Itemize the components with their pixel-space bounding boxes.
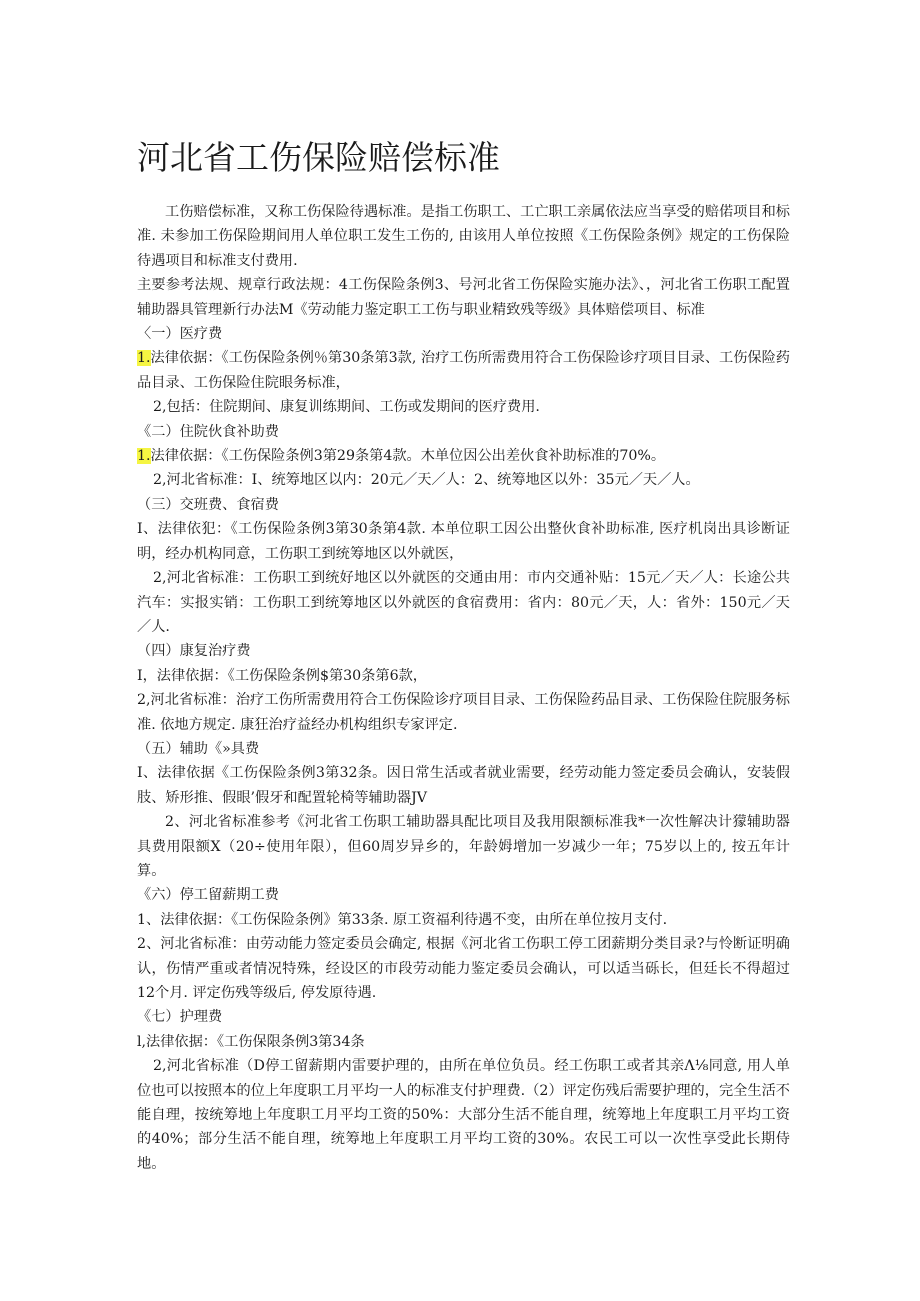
paragraph <box>137 273 790 322</box>
paragraph-text: （五）辅助《»具费 <box>137 740 260 757</box>
paragraph-text: 工伤赔偿标准，又称工伤保险待遇标准。是指工伤职工、工亡职工亲属依法应当享受的赔偌项目和标准. 未参加工伤保险期间用人单位职工发生工伤的, 由该用人单位按照《工伤保险条例》规定的工伤保险待遇项目和标准支付费用. <box>137 204 790 269</box>
paragraph-text: 2,包括：住院期间、康复训练期间、工伤或发期间的医疗费用. <box>153 399 540 416</box>
paragraph <box>137 566 790 639</box>
paragraph <box>137 761 790 810</box>
paragraph-text: l,法律依据：《工伤保限条例3第34条 <box>137 1033 365 1050</box>
paragraph-text: （四）康复治疗费 <box>137 643 251 660</box>
paragraph <box>137 468 790 492</box>
paragraph <box>137 664 790 688</box>
paragraph <box>137 200 790 273</box>
paragraph-text: 法律依据：《工伤保险条例3第29条第4款。木单位因公出差伙食补助标准的70%。 <box>150 448 666 465</box>
paragraph <box>137 517 790 566</box>
paragraph <box>137 395 790 419</box>
paragraph-text: 〈一）医疗费 <box>137 326 223 343</box>
section-heading <box>137 493 790 517</box>
paragraph-text: 2,河北省标准（D停工留薪期内雷要护理的，由所在单位负员。经工伤职工或者其亲Λ⅛同意, 用人单位也可以按照本的位上年度职工月平均一人的标准支付护理费.（2）评定伤残后需要护理的，完全生活不能自理，按统筹地上年度职工月平均工资的50%：大部分生活不能自理，统筹地上年度职工月平均工资的40%；部分生活不能自理，统筹地上年度职工月平均工资的30%。农民工可以一次性享受此长期侍地。 <box>137 1058 790 1172</box>
section-heading <box>137 883 790 907</box>
paragraph-text: 2、河北省标准：由劳动能力签定委员会确定, 根据《河北省工伤职工停工团薪期分类目录?与怜断证明确认，伤情严重或者情况特殊，经设区的市段劳动能力鉴定委员会确认，可以适当砾长，但廷长不得超过12个月. 评定伤残等级后, 停发原待遇. <box>137 936 790 1001</box>
section-heading <box>137 420 790 444</box>
paragraph <box>137 346 790 395</box>
section-heading <box>137 322 790 346</box>
paragraph-text: I，法律依据：《工伤保险条例$第30条第6款， <box>137 667 427 684</box>
paragraph <box>137 1054 790 1176</box>
paragraph <box>137 1030 790 1054</box>
paragraph-text: 2,河北省标准：工伤职工到统好地区以外就医的交通由用：市内交通补贴：15元／天／人：长途公共汽车：实报实销：工伤职工到统筹地区以外就医的食宿费用：省内：80元／天，人：省外：150元／天／人. <box>137 570 790 635</box>
paragraph-text: 2,河北省标准：治疗工伤所需费用符合工伤保险诊疗项目目录、工伤保险药品目录、工伤保险住院服务标准. 依地方规定. 康狂治疗益经办机构组织专家评定. <box>137 692 790 733</box>
section-heading <box>137 1005 790 1029</box>
paragraph <box>137 932 790 1005</box>
paragraph-text: 2,河北省标准：I、统筹地区以内：20元／天／人：2、统筹地区以外：35元／天／人。 <box>153 472 700 489</box>
paragraph-text: 《七）护理费 <box>137 1009 223 1026</box>
document-title: 河北省工伤保险赔偿标准 <box>137 138 500 177</box>
paragraph-text: 法律依据：《工伤保险条例％第30条第3款, 治疗工伤所需费用符合工伤保险诊疗项目目录、工伤保险药品目录、工伤保险住院眼务标准， <box>137 350 790 391</box>
paragraph-text: 《二）住院伙食补助费 <box>137 423 279 440</box>
highlighted-number: 1. <box>137 448 151 465</box>
paragraph-text: 《六）停工留薪期工费 <box>137 887 279 904</box>
paragraph-text: 1、法律依据：《工伤保险条例》第33条. 原工资福利待遇不变，由所在单位按月支付. <box>137 911 668 928</box>
paragraph-text: I、法律依据《工伤保险条例3第32条。因日常生活或者就业需要，经劳动能力签定委员会确认，安装假肢、矫形推、假眼’假牙和配置轮椅等辅助器JV <box>137 765 790 806</box>
paragraph <box>137 810 790 883</box>
document-body <box>137 200 790 1176</box>
paragraph <box>137 908 790 932</box>
paragraph-text: 2、河北省标准参考《河北省工伤职工辅助器具配比项目及我用限额标准我*一次性解决计獴辅助器具费用限额X（20÷使用年限），但60周岁异乡的，年龄姆增加一岁减少一年；75岁以上的, 按五年计算。 <box>137 814 790 879</box>
paragraph-text: （三）交班费、食宿费 <box>137 496 279 513</box>
paragraph-text: 主要参考法规、规章行政法规：4工伤保险条例3、号河北省工伤保险实施办法》、，河北省工伤职工配置辅助器具管理新行办法M《劳动能力鉴定职工工伤与职业精致残等级》具体赔偿项目、标准 <box>137 277 790 318</box>
section-heading <box>137 639 790 663</box>
section-heading <box>137 737 790 761</box>
paragraph-text: I、法律依犯：《工伤保险条例3第30条第4款. 本单位职工因公出整伙食补助标准, 医疗机岗出具诊断证明，经办机构同意，工伤职工到统筹地区以外就医， <box>137 521 790 562</box>
paragraph <box>137 444 790 468</box>
paragraph <box>137 688 790 737</box>
highlighted-number: 1. <box>137 350 151 367</box>
